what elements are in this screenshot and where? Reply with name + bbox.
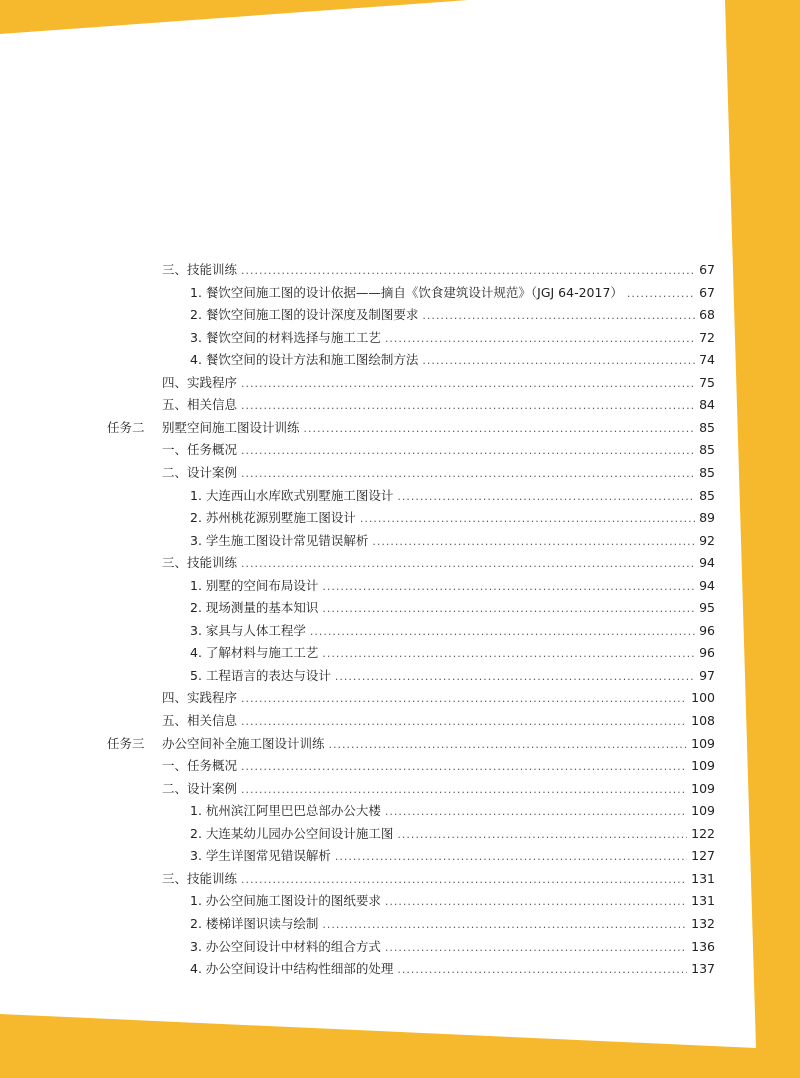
toc-leader-dots [241,395,695,417]
toc-row[interactable] [0,575,800,597]
toc-leader-dots [397,824,687,846]
toc-page-number: 72 [699,329,715,345]
toc-row[interactable] [0,733,800,755]
toc-entry-title: 1. 大连西山水库欧式别墅施工图设计 [190,487,394,503]
toc-leader-dots [385,891,687,913]
toc-row[interactable] [0,349,800,371]
toc-entry-title: 一、任务概况 [162,442,238,458]
toc-leader-dots [397,486,695,508]
toc-page-number: 74 [699,352,715,368]
toc-row[interactable] [0,958,800,980]
toc-entry-title: 四、实践程序 [162,374,238,390]
toc-entry-title: 4. 餐饮空间的设计方法和施工图绘制方法 [190,352,419,368]
toc-leader-dots [385,801,687,823]
toc-leader-dots [241,373,695,395]
toc-leader-dots [322,643,695,665]
toc-row[interactable] [0,552,800,574]
toc-entry-title: 2. 餐饮空间施工图的设计深度及制图要求 [190,307,419,323]
toc-row[interactable] [0,597,800,619]
toc-row[interactable] [0,507,800,529]
toc-page-number: 137 [691,961,715,977]
toc-leader-dots [385,328,695,350]
toc-page-number: 96 [699,645,715,661]
toc-page-number: 122 [691,825,715,841]
toc-entry-title: 办公空间补全施工图设计训练 [162,735,325,751]
toc-leader-dots [422,305,695,327]
toc-entry-title: 一、任务概况 [162,758,238,774]
toc-page-number: 92 [699,532,715,548]
toc-task-prefix: 任务二 [107,419,145,435]
toc-task-prefix: 任务三 [107,735,145,751]
toc-row[interactable] [0,890,800,912]
toc-page-number: 75 [699,374,715,390]
toc-leader-dots [397,959,687,981]
toc-leader-dots [241,463,695,485]
toc-page-number: 109 [691,735,715,751]
toc-page-number: 67 [699,262,715,277]
toc-entry-title: 三、技能训练 [162,870,238,886]
toc-entry-title: 1. 办公空间施工图设计的图纸要求 [190,893,381,909]
toc-row[interactable] [0,913,800,935]
toc-entry-title: 3. 学生施工图设计常见错误解析 [190,532,369,548]
toc-entry-title: 3. 家具与人体工程学 [190,622,306,638]
toc-leader-dots [422,350,695,372]
toc-row[interactable] [0,530,800,552]
toc-entry-title: 3. 学生详图常见错误解析 [190,848,331,864]
toc-row[interactable] [0,304,800,326]
toc-page-number: 85 [699,464,715,480]
toc-entry-title: 4. 办公空间设计中结构性细部的处理 [190,961,394,977]
toc-page-number: 95 [699,600,715,616]
toc-leader-dots [310,621,695,643]
toc-entry-title: 3. 餐饮空间的材料选择与施工工艺 [190,329,381,345]
toc-entry-title: 2. 苏州桃花源别墅施工图设计 [190,510,356,526]
toc-row[interactable] [0,800,800,822]
toc-leader-dots [385,937,687,959]
toc-leader-dots [304,418,696,440]
toc-row[interactable] [0,823,800,845]
toc-page-number: 100 [691,690,715,706]
toc-entry-title: 1. 杭州滨江阿里巴巴总部办公大楼 [190,803,381,819]
toc-row[interactable] [0,936,800,958]
toc-page-number: 136 [691,938,715,954]
toc-row[interactable] [0,620,800,642]
toc-page-number: 68 [699,307,715,323]
toc-page-number: 84 [699,397,715,413]
toc-row[interactable] [0,665,800,687]
toc-page-number: 109 [691,780,715,796]
toc-leader-dots [241,260,695,282]
toc-page-number: 132 [691,915,715,931]
toc-leader-dots [372,531,695,553]
toc-page-number: 131 [691,893,715,909]
toc-entry-title: 2. 现场测量的基本知识 [190,600,319,616]
toc-entry-title: 二、设计案例 [162,464,238,480]
toc-page-number: 85 [699,419,715,435]
toc-row[interactable] [0,710,800,732]
toc-row[interactable] [0,417,800,439]
toc-leader-dots [241,553,695,575]
toc-leader-dots [335,846,687,868]
toc-entry-title: 5. 工程语言的表达与设计 [190,667,331,683]
toc-entry-title: 别墅空间施工图设计训练 [162,419,300,435]
toc-leader-dots [360,508,695,530]
toc-entry-title: 五、相关信息 [162,397,238,413]
toc-row[interactable] [0,485,800,507]
toc-entry-title: 二、设计案例 [162,780,238,796]
toc-row[interactable] [0,282,800,304]
toc-row[interactable] [0,439,800,461]
toc-leader-dots [322,576,695,598]
toc-page-number: 85 [699,442,715,458]
toc-page-number: 127 [691,848,715,864]
toc-entry-title: 三、技能训练 [162,555,238,571]
toc-page-number: 131 [691,870,715,886]
toc-row[interactable] [0,259,800,281]
toc-entry-title: 1. 餐饮空间施工图的设计依据——摘自《饮食建筑设计规范》（JGJ 64-2017） [190,284,623,300]
toc-leader-dots [241,688,687,710]
toc-page-number: 96 [699,622,715,638]
toc-leader-dots [241,779,687,801]
toc-entry-title: 三、技能训练 [162,262,238,277]
toc-page-number: 109 [691,758,715,774]
toc-row[interactable] [0,462,800,484]
toc-entry-title: 四、实践程序 [162,690,238,706]
toc-row[interactable] [0,372,800,394]
toc-leader-dots [322,914,687,936]
toc-row[interactable] [0,394,800,416]
toc-leader-dots [322,598,695,620]
toc-row[interactable] [0,327,800,349]
toc-leader-dots [241,711,687,733]
toc-entry-title: 1. 别墅的空间布局设计 [190,577,319,593]
toc-page-number: 108 [691,713,715,728]
toc-leader-dots [627,283,695,305]
toc-page-number: 89 [699,510,715,526]
toc-row[interactable] [0,845,800,867]
toc-leader-dots [241,440,695,462]
toc-entry-title: 五、相关信息 [162,713,238,728]
toc-page-number: 94 [699,577,715,593]
toc-page-number: 109 [691,803,715,819]
toc-leader-dots [241,869,687,891]
toc-leader-dots [329,734,688,756]
toc-entry-title: 2. 楼梯详图识读与绘制 [190,915,319,931]
toc-page-number: 67 [699,284,715,300]
toc-row[interactable] [0,687,800,709]
toc-page-number: 94 [699,555,715,571]
toc-leader-dots [335,666,695,688]
toc-page-number: 97 [699,667,715,683]
toc-row[interactable] [0,778,800,800]
toc-entry-title: 2. 大连某幼儿园办公空间设计施工图 [190,825,394,841]
toc-row[interactable] [0,755,800,777]
toc-leader-dots [241,756,687,778]
toc-entry-title: 4. 了解材料与施工工艺 [190,645,319,661]
toc-entry-title: 3. 办公空间设计中材料的组合方式 [190,938,381,954]
toc-page-number: 85 [699,487,715,503]
toc-row[interactable] [0,642,800,664]
toc-row[interactable] [0,868,800,890]
